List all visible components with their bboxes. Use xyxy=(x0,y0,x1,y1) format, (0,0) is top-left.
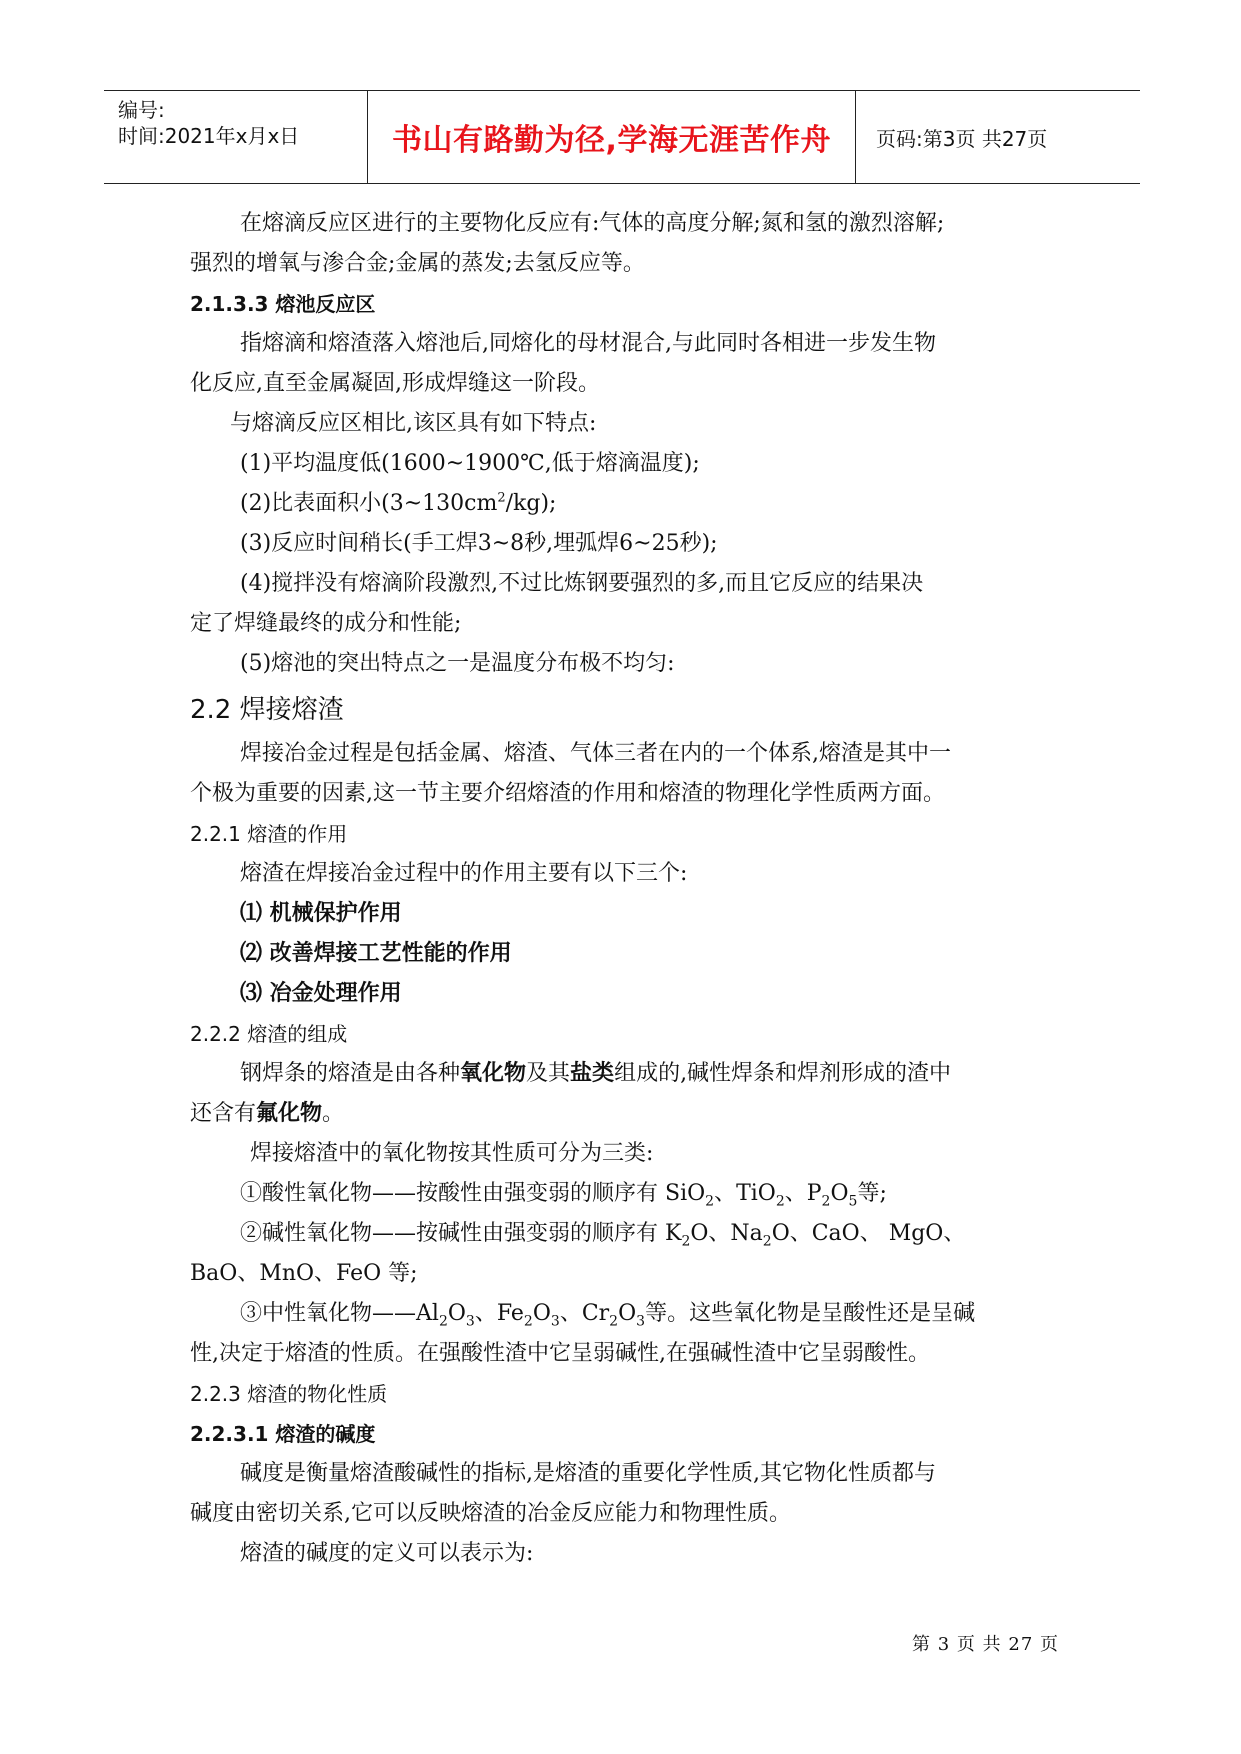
paragraph: 碱度是衡量熔渣酸碱性的指标,是熔渣的重要化学性质,其它物化性质都与 碱度由密切关系,它可以反映熔渣的冶金反应能力和物理性质。 xyxy=(190,1461,936,1526)
header-page-info: 页码:第3页 共27页 xyxy=(876,126,1048,151)
section-heading-2-1-3-3: 2.1.3.3 熔池反应区 xyxy=(190,292,376,316)
header-motto: 书山有路勤为径,学海无涯苦作舟 xyxy=(392,123,831,158)
list-item: ⑵ 改善焊接工艺性能的作用 xyxy=(240,941,512,966)
list-item: (5)熔池的突出特点之一是温度分布极不均匀: xyxy=(240,651,675,676)
paragraph: 熔渣的碱度的定义可以表示为: xyxy=(240,1541,534,1566)
list-item: ⑴ 机械保护作用 xyxy=(240,901,402,926)
paragraph: 熔渣在焊接冶金过程中的作用主要有以下三个: xyxy=(240,861,688,886)
header-page-cell xyxy=(856,91,1140,183)
section-heading-2-2: 2.2 焊接熔渣 xyxy=(190,695,344,725)
paragraph: 与熔滴反应区相比,该区具有如下特点: xyxy=(230,411,597,436)
page-header xyxy=(104,90,1140,184)
paragraph: 焊接熔渣中的氧化物按其性质可分为三类: xyxy=(250,1141,654,1166)
header-meta-cell xyxy=(104,91,368,183)
document-number-label: 编号: xyxy=(118,98,165,122)
header-motto-cell xyxy=(368,91,856,183)
paragraph: 钢焊条的熔渣是由各种氧化物及其盐类组成的,碱性焊条和焊剂形成的渣中 还含有氟化物。 xyxy=(190,1061,952,1126)
list-item: ③中性氧化物$——Al_2O_3$、$Fe_2O_3$、$Cr_2O_3$等。这些氧化物是呈酸性还是呈碱 性,决定于熔渣的性质。在强酸性渣中它呈弱碱性,在强碱性渣中它呈弱酸性。 xyxy=(190,1301,976,1366)
section-heading-2-2-3: 2.2.3 熔渣的物化性质 xyxy=(190,1382,388,1406)
document-time-label: 时间:2021年x月x日 xyxy=(118,124,300,148)
section-heading-2-2-3-1: 2.2.3.1 熔渣的碱度 xyxy=(190,1422,376,1446)
list-item: ⑶ 冶金处理作用 xyxy=(240,981,402,1006)
list-item: (4)搅拌没有熔滴阶段激烈,不过比炼钢要强烈的多,而且它反应的结果决 定了焊缝最终的成分和性能; xyxy=(190,571,924,636)
page-footer: 第 3 页 共 27 页 xyxy=(912,1634,1059,1655)
list-item: ①酸性氧化物——按酸性由强变弱的顺序有 SiO$_2$、TiO$_2$、$P_2O_5$等; xyxy=(240,1181,887,1210)
paragraph: 指熔滴和熔渣落入熔池后,同熔化的母材混合,与此同时各相进一步发生物 化反应,直至金属凝固,形成焊缝这一阶段。 xyxy=(190,331,936,396)
list-item: ②碱性氧化物——按碱性由强变弱的顺序有 $K_2O$、$Na_2O$、CaO、 MgO、 BaO、MnO、FeO 等; xyxy=(190,1221,966,1286)
document-body xyxy=(190,204,1060,1574)
list-item: (3)反应时间稍长(手工焊3~8秒,埋弧焊6~25秒); xyxy=(240,531,718,556)
list-item: (2)比表面积小$(3\sim 130cm^2/kg)$; xyxy=(240,490,557,516)
section-heading-2-2-1: 2.2.1 熔渣的作用 xyxy=(190,822,348,846)
paragraph: 焊接冶金过程是包括金属、熔渣、气体三者在内的一个体系,熔渣是其中一 个极为重要的因素,这一节主要介绍熔渣的作用和熔渣的物理化学性质两方面。 xyxy=(190,741,951,806)
list-item: (1)平均温度低(1600~1900℃,低于熔滴温度); xyxy=(240,451,700,476)
section-heading-2-2-2: 2.2.2 熔渣的组成 xyxy=(190,1022,348,1046)
paragraph: 在熔滴反应区进行的主要物化反应有:气体的高度分解;氮和氢的激烈溶解; 强烈的增氧与渗合金;金属的蒸发;去氢反应等。 xyxy=(190,211,945,276)
